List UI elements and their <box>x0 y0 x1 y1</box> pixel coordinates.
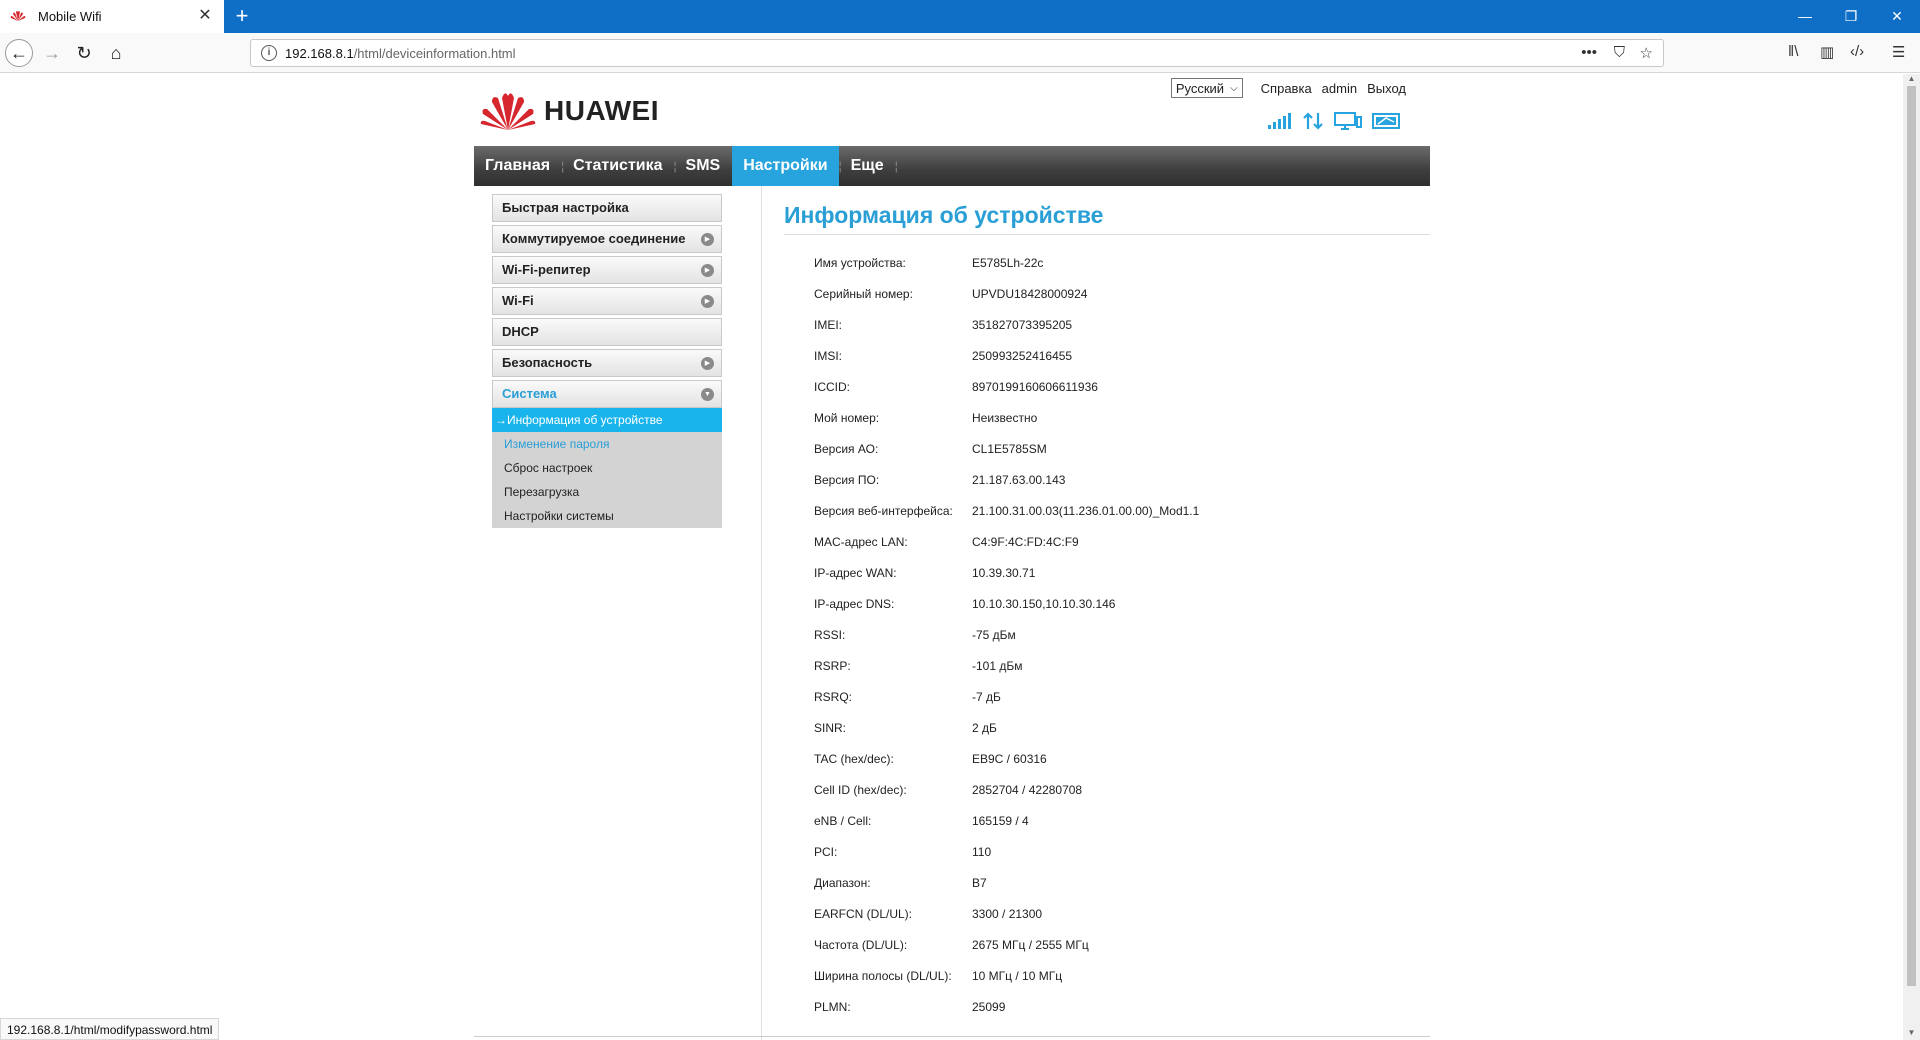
help-link[interactable]: Справка <box>1260 80 1312 96</box>
info-value: C4:9F:4C:FD:4C:F9 <box>972 534 1079 549</box>
info-value: 21.100.31.00.03(11.236.01.00.00)_Mod1.1 <box>972 503 1200 518</box>
info-label: RSSI: <box>814 627 846 642</box>
info-row <box>784 371 1430 402</box>
device-info-list <box>784 247 1430 1022</box>
developer-tools-icon[interactable]: ‹/› <box>1850 43 1865 60</box>
close-window-icon[interactable]: ✕ <box>1891 8 1903 24</box>
user-name: admin <box>1321 80 1358 96</box>
info-row <box>784 836 1430 867</box>
battery-icon[interactable] <box>1372 112 1400 135</box>
info-row <box>784 774 1430 805</box>
chevron-right-icon: ▶ <box>701 357 714 370</box>
info-value: 165159 / 4 <box>972 813 1029 828</box>
new-tab-icon[interactable]: + <box>235 3 249 28</box>
info-row <box>784 557 1430 588</box>
subitem-factory-reset[interactable]: Сброс настроек <box>504 461 593 475</box>
info-label: Версия АО: <box>814 441 879 456</box>
info-row <box>784 712 1430 743</box>
info-label: Cell ID (hex/dec): <box>814 782 907 797</box>
info-value: B7 <box>972 875 987 890</box>
menu-separator: ¦ <box>838 159 842 173</box>
library-icon[interactable]: ‖\ <box>1788 43 1799 60</box>
info-row <box>784 619 1430 650</box>
sidebar-item-quick-setup[interactable]: Быстрая настройка <box>492 194 722 222</box>
sidebar-item-dialup[interactable]: Коммутируемое соединение ▶ <box>492 225 722 253</box>
info-row <box>784 247 1430 278</box>
info-label: IP-адрес DNS: <box>814 596 895 611</box>
chevron-right-icon: ▶ <box>701 233 714 246</box>
info-label: IMEI: <box>814 317 843 332</box>
system-submenu <box>492 408 722 528</box>
page-actions-icon[interactable]: ••• <box>1581 44 1597 61</box>
router-page <box>474 74 1430 1040</box>
info-row <box>784 340 1430 371</box>
info-value: 250993252416455 <box>972 348 1073 363</box>
main-menu <box>474 146 1430 186</box>
info-value: 21.187.63.00.143 <box>972 472 1066 487</box>
info-row <box>784 898 1430 929</box>
url-text[interactable]: 192.168.8.1/html/deviceinformation.html <box>285 46 516 61</box>
sidebar-toggle-icon[interactable]: ▥ <box>1820 44 1835 61</box>
info-label: IMSI: <box>814 348 843 363</box>
info-row <box>784 743 1430 774</box>
menu-hamburger-icon[interactable]: ☰ <box>1892 44 1906 61</box>
info-label: Серийный номер: <box>814 286 913 301</box>
scroll-down-icon[interactable]: ▼ <box>1907 1028 1916 1037</box>
subitem-change-password[interactable]: Изменение пароля <box>504 437 610 451</box>
info-value: 10 МГц / 10 МГц <box>972 968 1063 983</box>
info-row <box>784 960 1430 991</box>
info-row <box>784 867 1430 898</box>
info-label: Версия ПО: <box>814 472 880 487</box>
menu-separator: ¦ <box>673 159 677 173</box>
info-value: 25099 <box>972 999 1006 1014</box>
info-value: 8970199160606611936 <box>972 379 1098 394</box>
bookmark-star-icon[interactable]: ☆ <box>1639 45 1653 62</box>
status-bar-url: 192.168.8.1/html/modifypassword.html <box>0 1018 219 1040</box>
scroll-up-icon[interactable]: ▲ <box>1907 74 1916 83</box>
info-row <box>784 929 1430 960</box>
sidebar-item-wifi[interactable]: Wi-Fi ▶ <box>492 287 722 315</box>
sidebar-item-security[interactable]: Безопасность ▶ <box>492 349 722 377</box>
connected-devices-icon[interactable] <box>1334 112 1362 135</box>
info-label: RSRP: <box>814 658 851 673</box>
data-transfer-icon[interactable] <box>1302 112 1324 135</box>
info-label: ICCID: <box>814 379 850 394</box>
info-label: RSRQ: <box>814 689 853 704</box>
info-label: Версия веб-интерфейса: <box>814 503 953 518</box>
info-value: 10.39.30.71 <box>972 565 1036 580</box>
huawei-favicon-icon <box>10 10 28 24</box>
info-value: UPVDU18428000924 <box>972 286 1088 301</box>
page-scrollbar[interactable] <box>1903 74 1920 1040</box>
chevron-right-icon: ▶ <box>701 295 714 308</box>
info-value: 2 дБ <box>972 720 997 735</box>
info-value: -75 дБм <box>972 627 1016 642</box>
brand-name: HUAWEI <box>544 95 659 126</box>
reload-icon[interactable]: ↻ <box>76 43 92 63</box>
url-bar[interactable] <box>250 39 1664 67</box>
info-label: Диапазон: <box>814 875 871 890</box>
back-icon[interactable]: ← <box>5 39 33 67</box>
info-row <box>784 495 1430 526</box>
menu-home[interactable]: Главная <box>485 157 551 174</box>
site-info-icon[interactable]: i <box>261 45 277 61</box>
sidebar-item-wifi-repeater[interactable]: Wi-Fi-репитер ▶ <box>492 256 722 284</box>
info-value: 110 <box>972 844 992 859</box>
info-row <box>784 650 1430 681</box>
settings-sidebar <box>492 194 722 528</box>
device-info-panel <box>784 186 1430 1022</box>
info-row <box>784 526 1430 557</box>
close-tab-icon[interactable]: ✕ <box>198 7 212 24</box>
info-label: Мой номер: <box>814 410 880 425</box>
header-links <box>1171 78 1406 98</box>
info-value: 2675 МГц / 2555 МГц <box>972 937 1089 952</box>
info-value: 2852704 / 42280708 <box>972 782 1083 797</box>
info-value: E5785Lh-22c <box>972 255 1044 270</box>
info-row <box>784 309 1430 340</box>
chevron-down-icon: ▼ <box>701 388 714 401</box>
browser-tab[interactable] <box>0 0 224 33</box>
info-label: SINR: <box>814 720 847 735</box>
info-value: -7 дБ <box>972 689 1001 704</box>
info-label: Имя устройства: <box>814 255 906 270</box>
menu-statistics[interactable]: Статистика <box>573 157 663 174</box>
info-value: 10.10.30.150,10.10.30.146 <box>972 596 1116 611</box>
info-row <box>784 805 1430 836</box>
forward-icon[interactable]: → <box>43 43 61 63</box>
info-value: 3300 / 21300 <box>972 906 1043 921</box>
info-value: CL1E5785SM <box>972 441 1047 456</box>
language-select[interactable]: Русский ⌵ <box>1171 78 1243 98</box>
menu-sms[interactable]: SMS <box>685 157 721 174</box>
subitem-reboot[interactable]: Перезагрузка <box>504 485 580 499</box>
menu-more[interactable]: Еще <box>850 157 884 174</box>
logout-link[interactable]: Выход <box>1367 80 1406 96</box>
page-title: Информация об устройстве <box>784 202 1430 235</box>
info-label: IP-адрес WAN: <box>814 565 897 580</box>
minimize-icon[interactable]: — <box>1798 8 1812 24</box>
chevron-down-icon: ⌵ <box>1230 82 1238 94</box>
browser-nav-bar <box>0 33 1920 73</box>
info-row <box>784 278 1430 309</box>
info-row <box>784 588 1430 619</box>
menu-separator: ¦ <box>894 159 898 173</box>
info-row <box>784 464 1430 495</box>
info-label: Ширина полосы (DL/UL): <box>814 968 952 983</box>
footer-line <box>474 1036 1430 1037</box>
info-label: EARFCN (DL/UL): <box>814 906 913 921</box>
chevron-right-icon: ▶ <box>701 264 714 277</box>
arrow-right-icon: → <box>495 413 507 427</box>
info-value: Неизвестно <box>972 410 1038 425</box>
subitem-device-info[interactable]: →Информация об устройстве <box>492 408 722 432</box>
pocket-icon[interactable]: ⛉ <box>1613 44 1625 61</box>
sidebar-item-system[interactable]: Система ▼ <box>492 380 722 408</box>
browser-tab-bar <box>0 0 1920 33</box>
restore-icon[interactable]: ❐ <box>1844 8 1858 24</box>
info-row <box>784 681 1430 712</box>
info-row <box>784 402 1430 433</box>
info-label: eNB / Cell: <box>814 813 872 828</box>
home-icon[interactable]: ⌂ <box>110 43 122 63</box>
info-label: Частота (DL/UL): <box>814 937 908 952</box>
status-icons <box>1258 112 1400 135</box>
menu-separator: ¦ <box>561 159 565 173</box>
huawei-flower-icon <box>480 90 536 132</box>
info-value: EB9C / 60316 <box>972 751 1047 766</box>
scrollbar-thumb[interactable] <box>1907 86 1916 986</box>
content-divider <box>761 186 762 1040</box>
tab-title: Mobile Wifi <box>38 9 102 24</box>
info-value: -101 дБм <box>972 658 1023 673</box>
subitem-system-settings[interactable]: Настройки системы <box>504 509 614 523</box>
info-label: PCI: <box>814 844 838 859</box>
info-row <box>784 433 1430 464</box>
info-value: 351827073395205 <box>972 317 1073 332</box>
menu-settings[interactable]: Настройки <box>732 146 838 186</box>
info-label: MAC-адрес LAN: <box>814 534 908 549</box>
info-label: PLMN: <box>814 999 851 1014</box>
signal-strength-icon[interactable] <box>1268 113 1292 134</box>
sidebar-item-dhcp[interactable]: DHCP <box>492 318 722 346</box>
info-row <box>784 991 1430 1022</box>
huawei-logo <box>480 90 659 132</box>
info-label: TAC (hex/dec): <box>814 751 894 766</box>
